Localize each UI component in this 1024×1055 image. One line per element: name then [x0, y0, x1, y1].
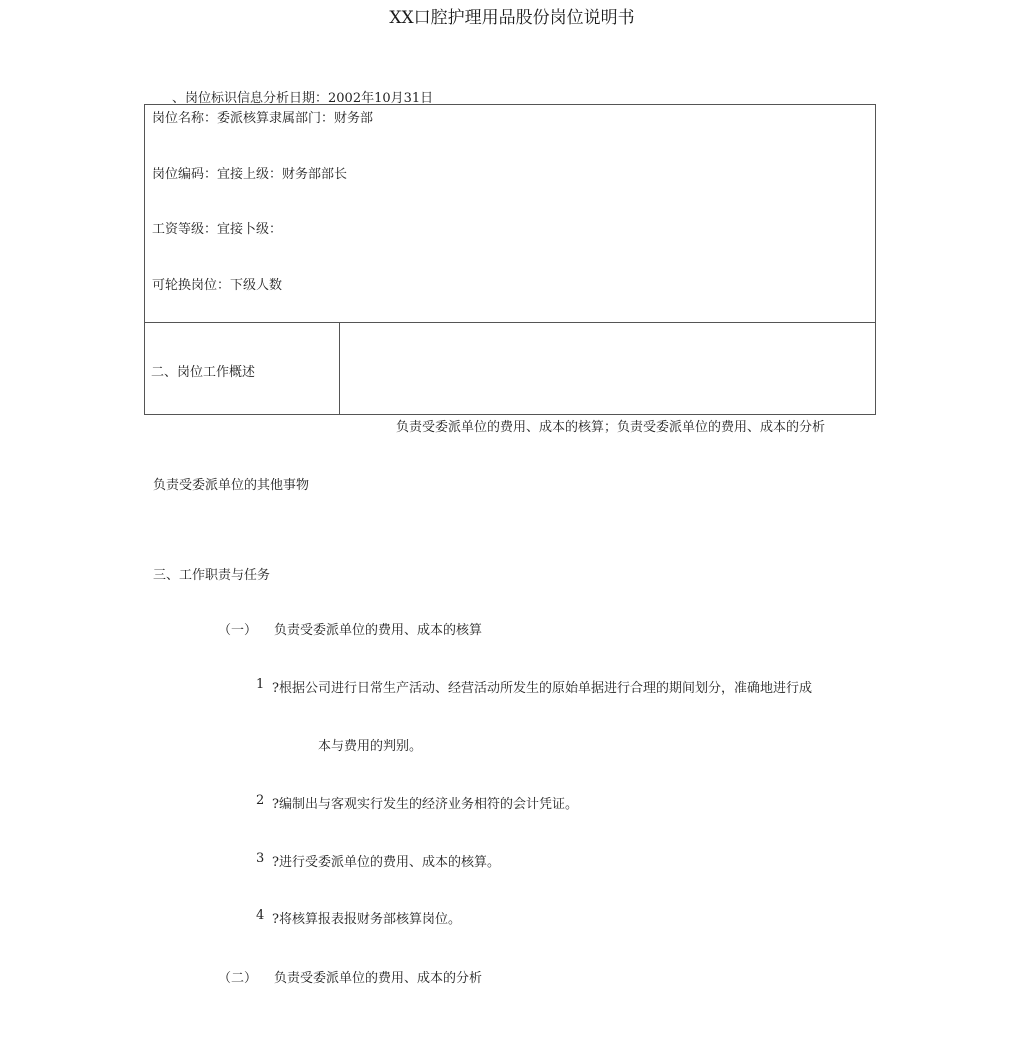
item-4-text: ?将核算报表报财务部核算岗位。 [272, 912, 461, 927]
sub1-number: （一） [218, 623, 258, 638]
summary-line-2: 负责受委派单位的其他事物 [153, 478, 310, 493]
row-position-name: 岗位名称：委派核算隶属部门：财务部 [152, 111, 374, 126]
item-1-text: ?根据公司进行日常生产活动、经营活动所发生的原始单据进行合理的期间划分，准确地进行成 [272, 681, 812, 696]
item-2-number: 2 [256, 793, 265, 808]
document-title: XX口腔护理用品股份岗位说明书 [389, 8, 635, 28]
sub2-number: （二） [218, 971, 258, 986]
info-line: 、岗位标识信息分析日期：2002年10月31日 [172, 91, 434, 106]
item-1-continuation: 本与费用的判别。 [318, 739, 423, 754]
sub1-text: 负责受委派单位的费用、成本的核算 [274, 623, 483, 638]
row-position-code: 岗位编码：宜接上级：财务部部长 [152, 167, 348, 182]
row-rotation: 可轮换岗位：下级人数 [152, 278, 283, 293]
summary-label: 二、岗位工作概述 [151, 365, 256, 380]
summary-line-1: 负责受委派单位的费用、成本的核算；负责受委派单位的费用、成本的分析 [396, 420, 826, 435]
summary-box [144, 322, 876, 415]
item-2-text: ?编制出与客观实行发生的经济业务相符的会计凭证。 [272, 797, 578, 812]
item-3-text: ?进行受委派单位的费用、成本的核算。 [272, 855, 500, 870]
item-1-number: 1 [256, 677, 265, 692]
sub2-text: 负责受委派单位的费用、成本的分析 [274, 971, 483, 986]
row-salary-grade: 工资等级：宜接卜级： [152, 222, 283, 237]
section3-title: 三、工作职责与任务 [153, 568, 271, 583]
position-info-box [144, 104, 876, 323]
item-3-number: 3 [256, 851, 265, 866]
summary-divider [339, 323, 340, 414]
item-4-number: 4 [256, 908, 265, 923]
